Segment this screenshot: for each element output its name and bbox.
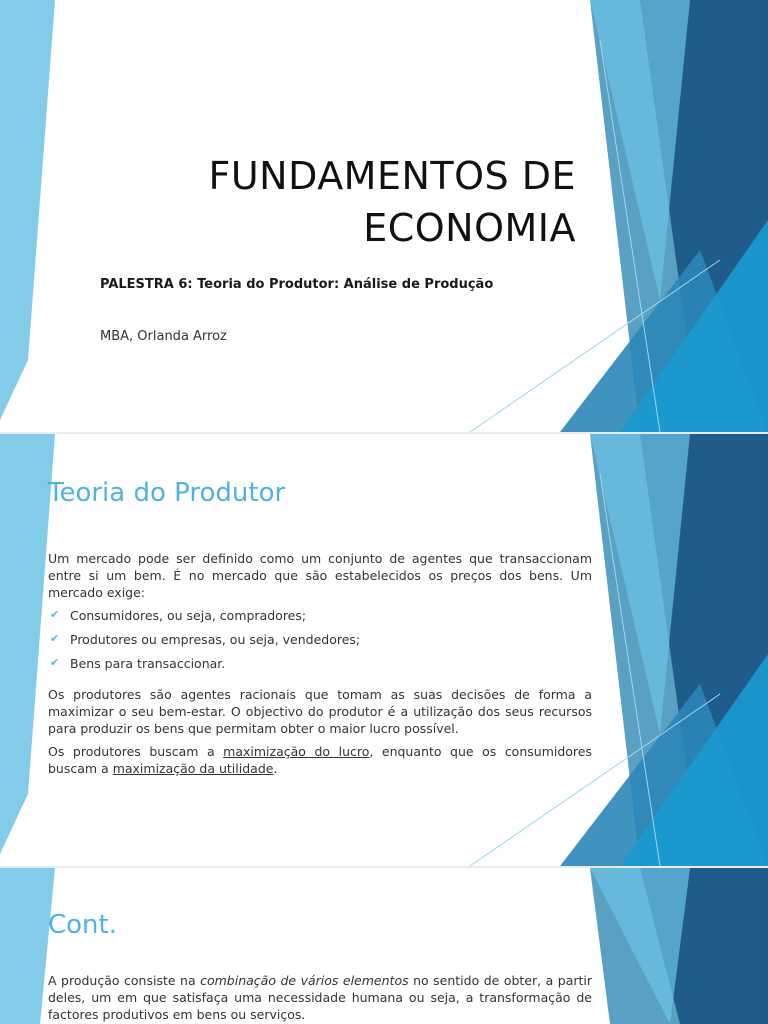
slide-body [48,972,592,1024]
intro-paragraph: Um mercado pode ser definido como um conjunto de agentes que transaccionam entre si um bem. É no mercado que são estabelecidos os preços dos bens. Um mercado exige: [48,551,592,600]
underlined-term: maximização do lucro [223,744,370,759]
maximization-paragraph: Os produtores buscam a maximização do lucro, enquanto que os consumidores buscam a maximização da utilidade. [48,744,592,776]
slide-body [48,550,592,783]
slide-heading: Teoria do Produtor [48,478,286,508]
underlined-term: maximização da utilidade [112,761,274,776]
slide-teoria-produtor [0,434,768,866]
production-paragraph: A produção consiste na combinação de vários elementos no sentido de obter, a partir deles, um em que satisfaça uma necessidade humana ou seja, a transformação de factores produtivos em bens ou serviços. [48,973,593,1022]
requirements-list [48,607,592,672]
presentation-title [76,150,576,254]
checkmark-icon: ✔ [50,608,60,621]
title-line-1: FUNDAMENTOS DE [208,154,576,198]
lecture-subtitle: PALESTRA 6: Teoria do Produtor: Análise de Produção [100,277,494,292]
list-item: ✔ Consumidores, ou seja, compradores; [50,608,307,623]
title-line-2: ECONOMIA [363,206,576,250]
emphasized-term: combinação de vários elementos [200,973,409,988]
author-name: MBA, Orlanda Arroz [100,329,227,344]
producers-paragraph: Os produtores são agentes racionais que tomam as suas decisões de forma a maximizar o seu bem-estar. O objectivo do produtor é a utilização dos seus recursos para produzir os bens que permitam obter o maior lucro possível. [48,687,592,736]
list-item: ✔ Produtores ou empresas, ou seja, vendedores; [50,632,361,647]
slide-heading: Cont. [48,910,117,940]
slide-cont [0,868,768,1024]
checkmark-icon: ✔ [50,656,60,669]
slide-title [0,0,768,432]
checkmark-icon: ✔ [50,632,60,645]
list-item: ✔ Bens para transaccionar. [50,656,226,671]
